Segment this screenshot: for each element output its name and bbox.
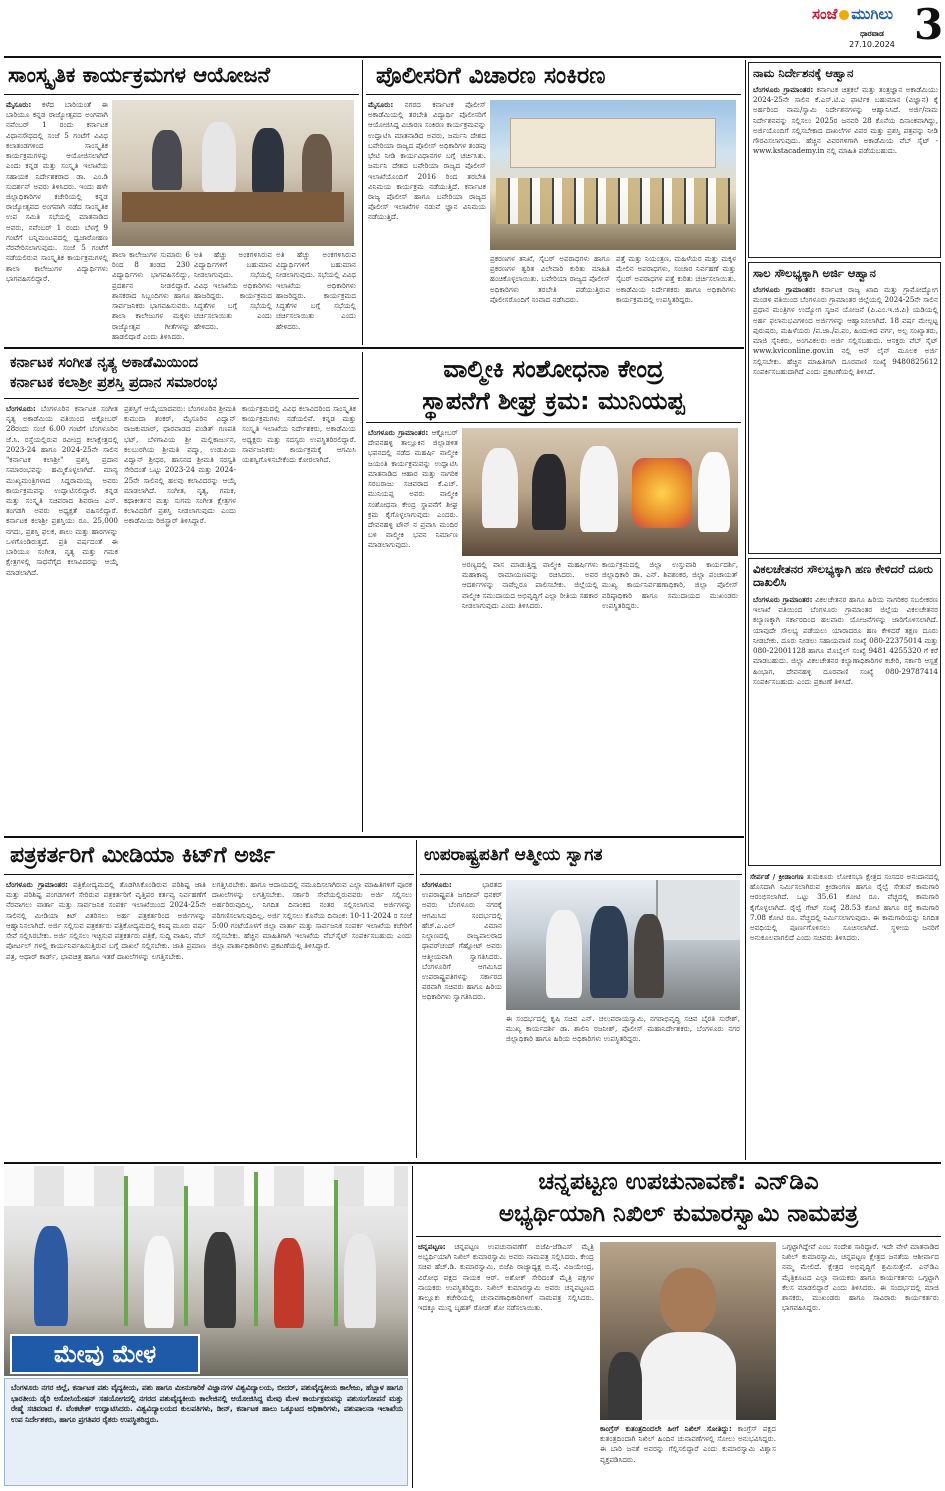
body-col1	[418, 1242, 594, 1484]
dateline: ಮೈಸೂರು:	[6, 100, 32, 109]
article-valmiki	[366, 352, 741, 832]
headline-line1: ವಾಲ್ಮೀಕಿ ಸಂಶೋಧನಾ ಕೇಂದ್ರ	[443, 355, 664, 383]
dateline: ಬೆಂಗಳೂರು:	[6, 404, 36, 413]
headline: ವಿಕಲಚೇತನರ ಸೌಲಭ್ಯಕ್ಕಾಗಿ ಹಣ ಕೇಳಿದರೆ ದೂರು ದಾಖಲಿಸಿ	[753, 562, 933, 589]
body	[753, 85, 938, 253]
feature-mela	[4, 1166, 408, 1488]
body-col2: ಈ ಸಂದರ್ಭದಲ್ಲಿ ಕೃಷಿ ಸಚಿವ ಎನ್. ಚಲುವರಾಯಸ್ವಾಮಿ, ನಗರಾಭಿವೃದ್ಧಿ ಸಚಿವ ಬೈರತಿ ಸುರೇಶ್, ಮುಖ್ಯ ಕಾರ್ಯದರ್ಶಿ ಡಾ. ಶಾಲಿನಿ ರಜನೀಶ್, ಪೊಲೀಸ್ ಮಹಾನಿರ್ದೇಶಕರು, ಬೆಂಗಳೂರು ನಗರ ಜಿಲ್ಲಾಧಿಕಾರಿ ಹಾಗೂ ಹಿರಿಯ ಅಧಿಕಾರಿಗಳು ಉಪಸ್ಥಿತರಿದ್ದರು.	[506, 1014, 740, 1044]
body-col1	[6, 404, 118, 828]
headline: ಸಾಲ ಸೌಲಭ್ಯಕ್ಕಾಗಿ ಅರ್ಜಿ ಆಹ್ವಾನ	[753, 266, 876, 280]
row-divider-3	[4, 1162, 941, 1164]
body-col2: ಶಾಲಾ ಕಾಲೇಜುಗಳ ಸುಮಾರು 6 ರಿಂದ 8 ತಂಡದ 230 ವಿದ್ಯಾರ್ಥಿಗಳು ಭಾಗವಹಿಸಲಿದ್ದು, ಪ್ರದರ್ಶನ ನೀಡಲಿದ್ದಾರೆ. ಶಾಸಕರಾದ ಸಿಬ್ಬಂದಿಗಳು ಹಾಗೂ ಸಾರ್ವಜನಿಕರು ಭಾಗವಹಿಸುವರು. ಶಾಲಾ ಕಾಲೇಜುಗಳ ಮಕ್ಕಳು ರಾಜ್ಯೋತ್ಸವ ಗೀತೆಗಳನ್ನು ಹಾಡಲಿದ್ದಾರೆ ಎಂದು ತಿಳಿಸಿದರು.	[112, 250, 190, 340]
dateline: ಬೆಂಗಳೂರು ಗ್ರಾಮಾಂತರ:	[6, 880, 68, 889]
dateline: ಬೆಂಗಳೂರು:	[422, 880, 452, 889]
body-col1	[368, 428, 458, 828]
photo-police-group	[490, 100, 736, 250]
body-col3: ಕಾರ್ಯಕ್ರಮದಲ್ಲಿ ವಿವಿಧ ಕಲಾವಿದರಿಂದ ಸಾಂಸ್ಕೃತಿಕ ಕಾರ್ಯಕ್ರಮಗಳು ನಡೆಯಲಿವೆ. ಕನ್ನಡ ಮತ್ತು ಸಂಸ್ಕೃತಿ ಇಲಾಖೆಯ ನಿರ್ದೇಶಕರು, ಅಕಾಡೆಮಿಯ ಅಧ್ಯಕ್ಷರು ಮತ್ತು ಸದಸ್ಯರು ಉಪಸ್ಥಿತರಿರಲಿದ್ದಾರೆ. ಸಾರ್ವಜನಿಕರು ಕಾರ್ಯಕ್ರಮಕ್ಕೆ ಆಗಮಿಸಿ ಯಶಸ್ವಿಗೊಳಿಸಬೇಕೆಂದು ಕೋರಲಾಗಿದೆ.	[242, 404, 356, 465]
article-tumkur	[750, 872, 939, 1154]
row-divider-1	[4, 347, 744, 349]
caption-text: ಕಾಂಗ್ರೆಸ್ ಪಕ್ಷದ ಕುತಂತ್ರದಿಂದಾಗಿ ನಿಖಿಲ್ ಹಿಂದಿನ ಚುನಾವಣೆಗಳಲ್ಲಿ ಸೋಲು ಅನುಭವಿಸಿದ್ದರು. ಈ ಬಾರಿ ಜನತೆ ಅವರನ್ನು ಗೆಲ್ಲಿಸಲಿದ್ದಾರೆ ಎಂದು ಕುಮಾರಸ್ವಾಮಿ ವಿಶ್ವಾಸ ವ್ಯಕ್ತಪಡಿಸಿದರು.	[600, 1424, 776, 1464]
photo-cultural-meeting	[112, 100, 354, 246]
headline: ಪೊಲೀಸರಿಗೆ ವಿಚಾರಣ ಸಂಕಿರಣ	[376, 63, 606, 89]
masthead	[812, 0, 944, 54]
photo-valmiki-event	[462, 428, 738, 556]
body	[753, 595, 938, 861]
body-text: ತುಮಕೂರು ಲೋಕಸಭಾ ಕ್ಷೇತ್ರದ ಸಂಸದರ ಅನುದಾನದಲ್ಲಿ ಹೊಸದಾಗಿ ನಿರ್ಮಿಸಲಾಗಿರುವ ಕ್ರೀಡಾಂಗಣ ಹಾಗೂ ರೈಲ್ವೆ ಸೇತುವೆ ಕಾಮಗಾರಿ ಆರಂಭಿಸಲಾಗಿದೆ. ಒಟ್ಟು 35.61 ಕೋಟಿ ರೂ. ವೆಚ್ಚದಲ್ಲಿ ಕಾಮಗಾರಿ ಕೈಗೊಳ್ಳಲಾಗಿದೆ. ರೈಲ್ವೆ ಗೇಟ್ ಸಂಖ್ಯೆ 28.53 ಕೋಟಿ ಹಾಗೂ ರಸ್ತೆ ಕಾಮಗಾರಿ 7.08 ಕೋಟಿ ರೂ. ವೆಚ್ಚದಲ್ಲಿ ನಿರ್ಮಿಸಲಾಗುವುದು. ಈ ಕಾಮಗಾರಿಯನ್ನು ನಿಗದಿತ ಅವಧಿಯಲ್ಲಿ ಪೂರ್ಣಗೊಳಿಸಲು ಸೂಚಿಸಲಾಗಿದೆ. ಸ್ಥಳೀಯ ಜನರಿಗೆ ಅನುಕೂಲವಾಗಲಿದೆ ಎಂದು ಸಚಿವರು ತಿಳಿಸಿದರು.	[750, 872, 939, 943]
notice-disability	[748, 558, 941, 866]
body-col3: ಪತ್ತೆ ಮತ್ತು ನಿಯಂತ್ರಣ, ಮಹಿಳೆಯರ ಮತ್ತು ಮಕ್ಕಳ ಮೇಲಿನ ಅಪರಾಧಗಳು, ಸಂಚಾರ ನಿರ್ವಹಣೆ ಮತ್ತು ಸೈಬರ್ ಅಪರಾಧಗಳ ಪತ್ತೆ ಕುರಿತು ಚರ್ಚಿಸಲಾಯಿತು. ಅಕಾಡೆಮಿಯ ನಿರ್ದೇಶಕರು ಹಾಗೂ ಅಧಿಕಾರಿಗಳು ಕಾರ್ಯಕ್ರಮದಲ್ಲಿ ಉಪಸ್ಥಿತರಿದ್ದರು.	[616, 254, 736, 304]
divider	[366, 94, 741, 95]
body-text: ವಿಕಲಚೇತನರ ಹಾಗೂ ಹಿರಿಯ ನಾಗರಿಕರ ಸಬಲೀಕರಣ ಇಲಾಖೆ ವತಿಯಿಂದ ಬೆಂಗಳೂರು ಗ್ರಾಮಾಂತರ ಜಿಲ್ಲೆಯ ವಿಕಲಚೇತನರ ಕಲ್ಯಾಣಕ್ಕಾಗಿ ಸರ್ಕಾರದಿಂದ ಹಲವಾರು ಯೋಜನೆಗಳನ್ನು ಜಾರಿಗೊಳಿಸಲಾಗಿದೆ. ಯಾವುದೇ ಸೌಲಭ್ಯ ಪಡೆಯಲು ಯಾರಾದರೂ ಹಣ ಕೇಳಿದರೆ ತಕ್ಷಣ ದೂರು ನೀಡಬೇಕು. ದೂರು ನೀಡಲು ಸಹಾಯವಾಣಿ ಸಂಖ್ಯೆ 080-22375014 ಮತ್ತು 080-22001128 ಹಾಗೂ ಮೊಬೈಲ್ ಸಂಖ್ಯೆ 9481 4255320 ಗೆ ಕರೆ ಮಾಡಬಹುದು. ಜಿಲ್ಲಾ ವಿಕಲಚೇತನರ ಕಲ್ಯಾಣಾಧಿಕಾರಿಗಳ ಕಚೇರಿ, ಸರ್ಕಾರಿ ಆಸ್ಪತ್ರೆ ಹಿಂಭಾಗ, ದೇವನಹಳ್ಳಿ ದೂರವಾಣಿ ಸಂಖ್ಯೆ 080-29787414 ಸಂಪರ್ಕಿಸಬಹುದು ಎಂದು ಪ್ರಕಟಣೆ ತಿಳಿಸಿದೆ.	[753, 595, 938, 686]
sidebar	[748, 60, 941, 1160]
headline-line2: ಅಭ್ಯರ್ಥಿಯಾಗಿ ನಿಖಿಲ್ ಕುಮಾರಸ್ವಾಮಿ ನಾಮಪತ್ರ	[498, 1201, 859, 1227]
headline: ಉಪರಾಷ್ಟ್ರಪತಿಗೆ ಆತ್ಮೀಯ ಸ್ವಾಗತ	[424, 845, 603, 865]
col-divider-4	[412, 1166, 413, 1488]
notice-nomination	[748, 62, 941, 258]
divider	[4, 398, 359, 399]
caption-body: ಬೆಂಗಳೂರು ನಗರ ಜಿಲ್ಲೆ, ಕರ್ನಾಟಕ ಪಶು ವೈದ್ಯಕೀಯ, ಪಶು ಹಾಗೂ ಮೀನುಗಾರಿಕೆ ವಿಜ್ಞಾನಗಳ ವಿಶ್ವವಿದ್ಯಾಲಯ, ಬೀದರ್, ಪಶುವೈದ್ಯಕೀಯ ಕಾಲೇಜು, ಹೆಬ್ಬಾಳ ಹಾಗೂ ಭಾರತೀಯ ಡೈರಿ ಅಸೋಸಿಯೇಷನ್ ಸಹಯೋಗದಲ್ಲಿ ನಗರದ ಪಶುವೈದ್ಯಕೀಯ ಕಾಲೇಜಿನಲ್ಲಿ ಆಯೋಜಿಸಿದ್ದ ಮೇವು ಮೇಳ ಕಾರ್ಯಕ್ರಮವನ್ನು ಪಶುಸಂಗೋಪನೆ ಮತ್ತು ರೇಷ್ಮೆ ಸಚಿವರಾದ ಕೆ. ವೆಂಕಟೇಶ್ ಉದ್ಘಾಟಿಸಿದರು. ವಿಶ್ವವಿದ್ಯಾಲಯದ ಕುಲಪತಿಗಳು, ಡೀನ್, ಕರ್ನಾಟಕ ಹಾಲು ಒಕ್ಕೂಟದ ಅಧಿಕಾರಿಗಳು, ಪಶುಪಾಲನಾ ಇಲಾಖೆಯ ಉಪ ನಿರ್ದೇಶಕರು, ಹಾಗೂ ಪ್ರಗತಿಪರ ರೈತರು ಉಪಸ್ಥಿತರಿದ್ದರು.	[11, 1383, 403, 1424]
sidebar-divider	[745, 60, 746, 1160]
body-col2: ಅರಣ್ಯದಲ್ಲಿ ವಾಸ ಮಾಡುತ್ತಿದ್ದ ವಾಲ್ಮೀಕಿ ಮಹರ್ಷಿಗಳು ಮಹಾಕಾವ್ಯ ರಾಮಾಯಣವನ್ನು ರಚಿಸಿದರು. ಅವರ ಆದರ್ಶಗಳನ್ನು ನಾವೆಲ್ಲರೂ ಪಾಲಿಸಬೇಕು. ಜಿಲ್ಲೆಯಲ್ಲಿ ವಾಲ್ಮೀಕಿ ಸಮುದಾಯದ ಅಭಿವೃದ್ಧಿಗೆ ಎಲ್ಲಾ ರೀತಿಯ ಸಹಕಾರ ನೀಡಲಾಗುವುದು ಎಂದು ತಿಳಿಸಿದರು.	[462, 560, 598, 610]
masthead-name-part2: ಮುಗಿಲು	[851, 5, 894, 23]
col-divider-2	[362, 352, 363, 832]
page-number: 3	[914, 0, 944, 49]
headline-line2: ಕರ್ನಾಟಕ ಕಲಾಶ್ರೀ ಪ್ರಶಸ್ತಿ ಪ್ರದಾನ ಸಮಾರಂಭ	[10, 375, 218, 391]
dateline: ಸೇರ್ಪಡೆ / ಕ್ರೀಡಾಂಗಣ	[750, 872, 804, 881]
mela-caption-box	[4, 1378, 408, 1486]
dateline: ಮೈಸೂರು:	[368, 100, 394, 109]
body-text: ಕರ್ನಾಟಕ ರಾಜ್ಯ ಖಾದಿ ಮತ್ತು ಗ್ರಾಮೋದ್ಯೋಗ ಮಂಡಳಿ ವತಿಯಿಂದ ಬೆಂಗಳೂರು ಗ್ರಾಮಾಂತರ ಜಿಲ್ಲೆಯಲ್ಲಿ 2024-25ನೇ ಸಾಲಿನ ಪ್ರಧಾನ ಮಂತ್ರಿಗಳ ಉದ್ಯೋಗ ಸೃಜನ ಯೋಜನೆ (ಪಿ.ಎಂ.ಇ.ಜಿ.ಪಿ) ಯಡಿಯಲ್ಲಿ ಅರ್ಹ ಫಲಾನುಭವಿಗಳಿಂದ ಅರ್ಜಿಗಳನ್ನು ಆಹ್ವಾನಿಸಲಾಗಿದೆ. 18 ವರ್ಷ ಮೇಲ್ಪಟ್ಟ ಪುರುಷರು, ಮಹಿಳೆಯರು /ಪ.ಜಾ./ಪ.ಪಂ, ಹಿಂದುಳಿದ ವರ್ಗ, ಅಲ್ಪ ಸಂಖ್ಯಾತರು, ಮಾಜಿ ಸೈನಿಕರು, ಅಂಗವಿಕಲರು ಅರ್ಜಿ ಸಲ್ಲಿಸಬಹುದು. ಆಸಕ್ತರು ವೆಬ್ ಸೈಟ್ www.kviconline.gov.in ನಲ್ಲಿ ಆನ್ ಲೈನ್ ಮೂಲಕ ಅರ್ಜಿ ಸಲ್ಲಿಸಬೇಕು. ಹೆಚ್ಚಿನ ಮಾಹಿತಿಗಾಗಿ ದೂರವಾಣಿ ಸಂಖ್ಯೆ 9480825612 ಸಂಪರ್ಕಿಸಬಹುದಾಗಿದೆ ಎಂದು ಪ್ರಕಟಣೆಯಲ್ಲಿ ತಿಳಿಸಿದೆ.	[753, 285, 938, 376]
body-text: ಬೆಂಗಳೂರಿನ ಕರ್ನಾಟಕ ಸಂಗೀತ ನೃತ್ಯ ಅಕಾಡೆಮಿಯ ವತಿಯಿಂದ ಅಕ್ಟೋಬರ್ 28ರಂದು ಸಂಜೆ 6.00 ಗಂಟೆಗೆ ಬೆಂಗಳೂರಿನ ಜೆ.ಸಿ. ರಸ್ತೆಯಲ್ಲಿರುವ ರವೀಂದ್ರ ಕಲಾಕ್ಷೇತ್ರದಲ್ಲಿ 2023-24 ಹಾಗೂ 2024-25ನೇ ಸಾಲಿನ "ಕರ್ನಾಟಕ ಕಲಾಶ್ರೀ" ಪ್ರಶಸ್ತಿ ಪ್ರದಾನ ಸಮಾರಂಭವನ್ನು ಹಮ್ಮಿಕೊಳ್ಳಲಾಗಿದೆ. ಮಾನ್ಯ ಮುಖ್ಯಮಂತ್ರಿಗಳಾದ ಸಿದ್ದರಾಮಯ್ಯ ಅವರು ಕಾರ್ಯಕ್ರಮವನ್ನು ಉದ್ಘಾಟಿಸಲಿದ್ದಾರೆ. ಕನ್ನಡ ಮತ್ತು ಸಂಸ್ಕೃತಿ ಸಚಿವರಾದ ಶಿವರಾಜ ಎಸ್. ತಂಗಡಗಿ ಅವರು ಅಧ್ಯಕ್ಷತೆ ವಹಿಸಲಿದ್ದಾರೆ. ಕರ್ನಾಟಕ ಕಲಾಶ್ರೀ ಪ್ರಶಸ್ತಿಯು ರೂ. 25,000 ನಗದು, ಪ್ರಶಸ್ತಿ ಫಲಕ, ಶಾಲು ಮತ್ತು ಹಾರಗಳನ್ನು ಒಳಗೊಂಡಿರುತ್ತದೆ. ಪ್ರತಿ ವರ್ಷದಂತೆ ಈ ಬಾರಿಯೂ ಸಂಗೀತ, ನೃತ್ಯ ಮತ್ತು ಗಮಕ ಕ್ಷೇತ್ರಗಳಲ್ಲಿ ಸಾಧನೆಗೈದ ಕಲಾವಿದರನ್ನು ಆಯ್ಕೆ ಮಾಡಲಾಗಿದೆ.	[6, 404, 118, 577]
divider	[420, 874, 742, 875]
dateline: ಬೆಂಗಳೂರು ಗ್ರಾಮಾಂತರ:	[368, 428, 429, 437]
row-divider-2	[4, 836, 744, 838]
divider	[4, 874, 414, 875]
divider	[366, 422, 741, 423]
article-vp-welcome	[420, 840, 742, 1158]
body-text: ನಗರದ ಕರ್ನಾಟಕ ಪೊಲೀಸ್ ಅಕಾಡೆಮಿಯಲ್ಲಿ ತರಬೇತಿ ವಿದ್ಯಾರ್ಥಿ ಪೊಲೀಸರಿಗೆ ಆಯೋಜಿಸಿದ್ದ ವಿಚಾರಣ ಸಂಕಿರಣ ಕಾರ್ಯಕ್ರಮವನ್ನು ಉದ್ಘಾಟಿಸಿ ಮಾತನಾಡಿದ ಅವರು, ಜರ್ಮನಿ ದೇಶದ ಬವೇರಿಯಾ ರಾಜ್ಯದ ಪೊಲೀಸ್ ಅಧಿಕಾರಿಗಳ ತಂಡವು ಭೇಟಿ ನೀಡಿ ಕಾರ್ಯವಿಧಾನಗಳ ಬಗ್ಗೆ ಚರ್ಚಿಸಿತು. ಜರ್ಮನಿ ದೇಶದ ಬವೇರಿಯಾ ರಾಜ್ಯದ ಪೊಲೀಸ್ ಇಲಾಖೆಯೊಂದಿಗೆ 2016 ರಿಂದ ತರಬೇತಿ ವಿನಿಮಯ ಕಾರ್ಯಕ್ರಮ ನಡೆಯುತ್ತಿದೆ. ಕರ್ನಾಟಕ ರಾಜ್ಯ ಪೊಲೀಸ್ ಹಾಗೂ ಬವೇರಿಯಾ ರಾಜ್ಯದ ಪೊಲೀಸ್ ಇಲಾಖೆಗಳ ನಡುವೆ ಜ್ಞಾನ ವಿನಿಮಯ ನಡೆಯುತ್ತಿದೆ.	[368, 100, 486, 222]
article-channapatna	[416, 1166, 941, 1488]
masthead-logo	[812, 4, 912, 28]
body-col2: ಲಗತ್ತಿಸಿರಬೇಕು. ಹಾಗೂ ಆದಾಯದಲ್ಲಿ ನಮೂದಿಸಲಾಗಿರುವ ಎಲ್ಲಾ ಮಾಹಿತಿಗಳಿಗೆ ಪೂರಕ ದಾಖಲೆಗಳನ್ನು ಲಗತ್ತಿಸಬೇಕು. ಸರ್ಕಾರಿ ಸೇವೆಯಲ್ಲಿರುವವರು ಅರ್ಜಿ ಸಲ್ಲಿಸಲು ಅರ್ಹರಿರುವುದಿಲ್ಲ. ನಿಗದಿತ ದಿನಾಂಕದ ನಂತರ ಸಲ್ಲಿಸಲಾಗುವ ಅರ್ಜಿಗಳನ್ನು ಪರಿಗಣಿಸಲಾಗುವುದಿಲ್ಲ. ಅರ್ಜಿ ಸಲ್ಲಿಸಲು ಕೊನೆಯ ದಿನಾಂಕ: 10-11-2024 ರ ಸಂಜೆ 5:00 ಗಂಟೆಯೊಳಗೆ ಜಿಲ್ಲಾ ವಾರ್ತಾ ಮತ್ತು ಸಾರ್ವಜನಿಕ ಸಂಪರ್ಕ ಇಲಾಖೆಯ ಕಚೇರಿಗೆ ಸಲ್ಲಿಸಬೇಕು. ಹೆಚ್ಚಿನ ಮಾಹಿತಿಗಾಗಿ ಇಲಾಖೆಯ ವೆಬ್‌ಸೈಟ್ ಸಂಪರ್ಕಿಸಬಹುದು ಎಂದು ಜಿಲ್ಲಾ ವಾರ್ತಾಧಿಕಾರಿಗಳು ಪ್ರಕಟಣೆಯಲ್ಲಿ ತಿಳಿಸಿದ್ದಾರೆ.	[212, 880, 412, 951]
dateline: ಬೆಂಗಳೂರು ಗ್ರಾಮಾಂತರ:	[753, 285, 816, 294]
headline-line1: ಕರ್ನಾಟಕ ಸಂಗೀತ ನೃತ್ಯ ಅಕಾಡೆಮಿಯಿಂದ	[10, 355, 198, 371]
headline: ನಾಮ ನಿರ್ದೇಶನಕ್ಕೆ ಆಹ್ವಾನ	[753, 66, 854, 80]
masthead-date: 27.10.2024	[849, 40, 895, 49]
body-col3: ಕಾರ್ಯಕ್ರಮದಲ್ಲಿ ಜಿಲ್ಲಾ ಉಸ್ತುವಾರಿ ಕಾರ್ಯದರ್ಶಿ, ಜಿಲ್ಲಾಧಿಕಾರಿ ಡಾ. ಎನ್. ಶಿವಶಂಕರ, ಜಿಲ್ಲಾ ಪಂಚಾಯತ್ ಮುಖ್ಯ ಕಾರ್ಯನಿರ್ವಹಣಾಧಿಕಾರಿ, ಜಿಲ್ಲಾ ಪೊಲೀಸ್ ವರಿಷ್ಠಾಧಿಕಾರಿ ಹಾಗೂ ಸಮುದಾಯದ ಮುಖಂಡರು ಉಪಸ್ಥಿತರಿದ್ದರು.	[602, 560, 738, 610]
body-col1	[6, 100, 108, 338]
mela-banner	[10, 1334, 200, 1374]
body	[753, 285, 938, 549]
body-text: ಕಳೆದ ಬಾರಿಯಂತೆ ಈ ಬಾರಿಯೂ ಕನ್ನಡ ರಾಜ್ಯೋತ್ಸವದ ಅಂಗವಾಗಿ ನವೆಂಬರ್ 1 ರಂದು ಕರ್ನಾಟಕ ವಿಧಾನಸೌಧದಲ್ಲಿ ಸಂಜೆ 5 ಗಂಟೆಗೆ ವಿವಿಧ ಕಲಾತಂಡಗಳಿಂದ ಸಾಂಸ್ಕೃತಿಕ ಕಾರ್ಯಕ್ರಮಗಳನ್ನು ಆಯೋಜಿಸಲಾಗಿದೆ ಎಂದು ಕನ್ನಡ ಮತ್ತು ಸಂಸ್ಕೃತಿ ಇಲಾಖೆಯ ಸಹಾಯಕ ನಿರ್ದೇಶಕರಾದ ಡಾ. ಎಂ.ಡಿ ಸುದರ್ಶನ್ ಅವರು ತಿಳಿಸಿದರು. ಇಂದು ಹಳೇ ಜಿಲ್ಲಾಧಿಕಾರಿಗಳ ಕಚೇರಿಯಲ್ಲಿ ಕನ್ನಡ ರಾಜ್ಯೋತ್ಸವದ ಅಂಗವಾಗಿ ನಡೆದ ಸಾಂಸ್ಕೃತಿಕ ಉಪ ಸಮಿತಿ ಸಭೆಯಲ್ಲಿ ಮಾತನಾಡಿದ ಅವರು, ನವೆಂಬರ್ 1 ರಂದು ಬೆಳಗ್ಗೆ 9 ಗಂಟೆಗೆ ಬನ್ನಿಮಂಟಪದಲ್ಲಿ ಧ್ವಜಾರೋಹಣ ನೆರವೇರಿಸಲಾಗುವುದು. ಸಂಜೆ 5 ಗಂಟೆಗೆ ನಡೆಯಲಿರುವ ಸಾಂಸ್ಕೃತಿಕ ಕಾರ್ಯಕ್ರಮಗಳಲ್ಲಿ ಶಾಲಾ ಕಾಲೇಜುಗಳ ವಿದ್ಯಾರ್ಥಿಗಳು ಭಾಗವಹಿಸಲಿದ್ದಾರೆ.	[6, 100, 108, 283]
dateline: ಬೆಂಗಳೂರು ಗ್ರಾಮಾಂತರ:	[753, 85, 814, 94]
divider	[4, 94, 359, 95]
body-text: ಕರ್ನಾಟಕ ಚಿತ್ರಕಲೆ ಮತ್ತು ತಂತ್ರಜ್ಞಾನ ಅಕಾಡೆಮಿಯು 2024-25ನೇ ಸಾಲಿನ ಕೆ.ಎಸ್.ಟಿ.ಎ ಫಾರ್ಟಿಕ ಬಹುಮಾನ (ವಿಜ್ಞಾನ) ಕ್ಕೆ ಅರ್ಹರಿಂದ ನಾಮ/ಸ್ವಾಮಿ ನಿರ್ದೇಶನಗಳನ್ನು ಆಹ್ವಾನಿಸಿದೆ. ಅರ್ಜಿ/ನಾಮ ನಿರ್ದೇಶನವನ್ನು ಸಲ್ಲಿಸಲು 2025ರ ಜನವರಿ 28 ಕೊನೆಯ ದಿನಾಂಕವಾಗಿದ್ದು, ಅರ್ಜಿಯೊಂದಿಗೆ ಸಲ್ಲಿಸಬೇಕಾದ ದಾಖಲೆಗಳ ವಿವರ ಮತ್ತು ಪ್ರಶಸ್ತಿ ಪತ್ರವನ್ನು ನೀಡಿ ಗೌರವಿಸಲಾಗುವುದು. ಹೆಚ್ಚಿನ ವಿವರಗಳಿಗಾಗಿ ಅಕಾಡೆಮಿಯ ವೆಬ್ ಸೈಟ್ - www.kstacademy.in ನಲ್ಲಿ ಮಾಹಿತಿ ಪಡೆಯಬಹುದು.	[753, 85, 938, 156]
photo-vp-airport	[506, 880, 740, 1010]
body-col2: ಒಗ್ಗಟ್ಟಾಗಿದ್ದೇವೆ ಎಂಬ ಸಂದೇಶ ಸಾರಿದ್ದಾರೆ. ಇದೇ ವೇಳೆ ಮಾತನಾಡಿದ ನಿಖಿಲ್ ಕುಮಾರಸ್ವಾಮಿ, ಚನ್ನಪಟ್ಟಣ ಕ್ಷೇತ್ರದ ಜನತೆಯ ಆಶೀರ್ವಾದ ನಮ್ಮ ಮೇಲಿದೆ. ಕ್ಷೇತ್ರದ ಅಭಿವೃದ್ಧಿಗೆ ಶ್ರಮಿಸುತ್ತೇನೆ. ಎನ್‌ಡಿಎ ಮೈತ್ರಿಕೂಟದ ಎಲ್ಲಾ ನಾಯಕರು ಹಾಗೂ ಕಾರ್ಯಕರ್ತರು ಒಗ್ಗಟ್ಟಾಗಿ ಕೆಲಸ ಮಾಡಲಿದ್ದಾರೆ ಎಂದು ತಿಳಿಸಿದರು. ಈ ಸಂದರ್ಭದಲ್ಲಿ ಮಾಜಿ ಶಾಸಕರು, ಮುಖಂಡರು ಹಾಗೂ ಸಾವಿರಾರು ಕಾರ್ಯಕರ್ತರು ಭಾಗವಹಿಸಿದ್ದರು.	[782, 1242, 939, 1313]
body-text: ಆಕ್ಟೋಬರ್ ದೇವನಹಳ್ಳಿ ತಾಲ್ಲೂಕಿನ ಜಿಲ್ಲಾಡಳಿತ ಭವನದಲ್ಲಿ ನಡೆದ ಮಹರ್ಷಿ ವಾಲ್ಮೀಕಿ ಜಯಂತಿ ಕಾರ್ಯಕ್ರಮವನ್ನು ಉದ್ಘಾಟಿಸಿ ಮಾತನಾಡಿದ ಆಹಾರ ಮತ್ತು ನಾಗರಿಕ ಸರಬರಾಜು ಸಚಿವರಾದ ಕೆ.ಎಚ್. ಮುನಿಯಪ್ಪ ಅವರು ವಾಲ್ಮೀಕಿ ಸಂಶೋಧನಾ ಕೇಂದ್ರ ಸ್ಥಾಪನೆಗೆ ಶೀಘ್ರ ಕ್ರಮ ಕೈಗೊಳ್ಳಲಾಗುವುದು ಎಂದರು. ದೇವನಹಳ್ಳಿ ಟೌನ್ ನ ಪ್ರವಾಸಿ ಮಂದಿರ ಬಳಿ ವಾಲ್ಮೀಕಿ ಭವನ ನಿರ್ಮಾಣ ಮಾಡಲಾಗುವುದು.	[368, 428, 458, 550]
photo-caption	[600, 1424, 776, 1484]
headline-line2: ಸ್ಥಾಪನೆಗೆ ಶೀಘ್ರ ಕ್ರಮ: ಮುನಿಯಪ್ಪ	[422, 387, 685, 415]
body-col1	[422, 880, 502, 1154]
headline: ಸಾಂಸ್ಕೃತಿಕ ಕಾರ್ಯಕ್ರಮಗಳ ಆಯೋಜನೆ	[8, 63, 271, 87]
body-col4: ಅತಿ ಹೆಚ್ಚು ಅಂಕಗಳಿಸಿರುವ ವಿದ್ಯಾರ್ಥಿಗಳಿಗೆ ಬಹುಮಾನ ನೀಡಲಾಗುವುದು. ಸಭೆಯಲ್ಲಿ ವಿವಿಧ ಇಲಾಖೆಯ ಅಧಿಕಾರಿಗಳು ಹಾಜರಿದ್ದರು. ಕಾರ್ಯಕ್ರಮದ ಸಿದ್ಧತೆಗಳ ಬಗ್ಗೆ ಸಭೆಯಲ್ಲಿ ಚರ್ಚಿಸಲಾಯಿತು ಎಂದು ಹೇಳಿದರು.	[276, 250, 356, 331]
article-media-kit	[4, 840, 414, 1158]
body-col1	[368, 100, 486, 340]
divider	[416, 1236, 941, 1237]
article-cultural	[4, 60, 359, 345]
mela-banner-text: ಮೇವು ಮೇಳ	[53, 1340, 157, 1368]
sun-icon	[839, 10, 849, 20]
col-divider-3	[416, 840, 417, 1158]
body-col2: ಪ್ರಶಸ್ತಿಗೆ ಆಯ್ಕೆಯಾದವರು: ಬೆಂಗಳೂರಿನ ಶ್ರೀಮತಿ ಕುಮುದಾ ಶಂಕರ್, ಮೈಸೂರಿನ ವಿದ್ವಾನ್ ರಾಜಕುಮಾರ್, ಧಾರವಾಡದ ಪಂಡಿತ್ ಗಣಪತಿ ಭಟ್, ಬೆಳಗಾವಿಯ ಶ್ರೀ ಮಲ್ಲಿಕಾರ್ಜುನ, ಕಲಬುರಗಿಯ ಶ್ರೀಮತಿ ಪದ್ಮಾ, ಉಡುಪಿಯ ವಿದ್ವಾನ್ ಶ್ರೀಧರ, ಹಾಸನದ ಶ್ರೀಮತಿ ಸರಸ್ವತಿ ಸೇರಿದಂತೆ ಒಟ್ಟು 2023-24 ಮತ್ತು 2024-25ನೇ ಸಾಲಿನಲ್ಲಿ ಹಲವು ಕಲಾವಿದರನ್ನು ಆಯ್ಕೆ ಮಾಡಲಾಗಿದೆ. ಸಂಗೀತ, ನೃತ್ಯ, ಗಮಕ, ಕಥಾಕೀರ್ತನ ಮತ್ತು ಸುಗಮ ಸಂಗೀತ ಕ್ಷೇತ್ರಗಳ ಕಲಾವಿದರಿಗೆ ಪ್ರಶಸ್ತಿ ನೀಡಲಾಗುವುದು ಎಂದು ಅಕಾಡೆಮಿಯ ರಿಜಿಸ್ಟ್ರಾರ್ ತಿಳಿಸಿದ್ದಾರೆ.	[124, 404, 236, 526]
headline: ಪತ್ರಕರ್ತರಿಗೆ ಮೀಡಿಯಾ ಕಿಟ್‌ಗೆ ಅರ್ಜಿ	[10, 843, 275, 868]
body-text: ಪತ್ರಿಕೋದ್ಯಮದಲ್ಲಿ ತೊಡಗಿಸಿಕೊಂಡಿರುವ ಪರಿಶಿಷ್ಟ ಜಾತಿ ಮತ್ತು ಪರಿಶಿಷ್ಟ ಪಂಗಡಗಳಿಗೆ ಸೇರಿರುವ ಪತ್ರಕರ್ತರಿಗೆ ವೃತ್ತಿಪರ ಕರ್ತವ್ಯ ನಿರ್ವಹಣೆಗೆ ನೆರವಾಗಲು ವಾರ್ತಾ ಮತ್ತು ಸಾರ್ವಜನಿಕ ಸಂಪರ್ಕ ಇಲಾಖೆಯಿಂದ 2024-25ನೇ ಸಾಲಿನಲ್ಲಿ ಮೀಡಿಯಾ ಕಿಟ್ ವಿತರಿಸಲು ಅರ್ಹ ಪತ್ರಕರ್ತರಿಂದ ಅರ್ಜಿಗಳನ್ನು ಆಹ್ವಾನಿಸಲಾಗಿದೆ. ಅರ್ಜಿ ಸಲ್ಲಿಸುವ ಪತ್ರಕರ್ತರು ಪತ್ರಿಕೋದ್ಯಮದಲ್ಲಿ ಕನಿಷ್ಠ ಮೂರು ವರ್ಷ ಸೇವೆ ಸಲ್ಲಿಸಿರಬೇಕು. ಅರ್ಜಿ ಸಲ್ಲಿಸಲು ಇಚ್ಛಿಸುವ ಪತ್ರಕರ್ತರು ಪತ್ರಿಕೆ, ಸುದ್ದಿ ವಾಹಿನಿ, ವೆಬ್ ಪೋರ್ಟಲ್ ಗಳಲ್ಲಿ ಕಾರ್ಯನಿರ್ವಹಿಸುತ್ತಿರುವ ಬಗ್ಗೆ ದಾಖಲೆ ಸಲ್ಲಿಸಬೇಕು. ಜಾತಿ ಪ್ರಮಾಣ ಪತ್ರ, ಆಧಾರ್ ಕಾರ್ಡ್, ಭಾವಚಿತ್ರ ಹಾಗೂ ಇತರೆ ದಾಖಲೆಗಳನ್ನು ಲಗತ್ತಿಸಬೇಕು.	[6, 880, 206, 961]
dateline: ಚನ್ನಪಟ್ಟಣ:	[418, 1242, 446, 1251]
masthead-rule	[4, 56, 941, 58]
body-text: ಚನ್ನಪಟ್ಟಣ ಉಪಚುನಾವಣೆಗೆ ಬಿಜೆಪಿ-ಜೆಡಿಎಸ್ ಮೈತ್ರಿ ಅಭ್ಯರ್ಥಿಯಾಗಿ ನಿಖಿಲ್ ಕುಮಾರಸ್ವಾಮಿ ಅವರು ನಾಮಪತ್ರ ಸಲ್ಲಿಸಿದರು. ಕೇಂದ್ರ ಸಚಿವ ಹೆಚ್.ಡಿ. ಕುಮಾರಸ್ವಾಮಿ, ಬಿಜೆಪಿ ರಾಜ್ಯಾಧ್ಯಕ್ಷ ಬಿ.ವೈ. ವಿಜಯೇಂದ್ರ, ವಿರೋಧ ಪಕ್ಷದ ನಾಯಕ ಆರ್. ಅಶೋಕ್ ಸೇರಿದಂತೆ ಮೈತ್ರಿ ಪಕ್ಷಗಳ ನಾಯಕರು ಉಪಸ್ಥಿತರಿದ್ದರು. ನಿಖಿಲ್ ಕುಮಾರಸ್ವಾಮಿ ಅವರು ಚನ್ನಪಟ್ಟಣದ ತಾಲ್ಲೂಕು ಕಚೇರಿಯಲ್ಲಿ ಚುನಾವಣಾಧಿಕಾರಿಗಳಿಗೆ ನಾಮಪತ್ರ ಸಲ್ಲಿಸಿದರು. ಇದಕ್ಕೂ ಮುನ್ನ ಬೃಹತ್ ರೋಡ್ ಶೋ ನಡೆಸಲಾಯಿತು.	[418, 1242, 594, 1313]
article-police	[366, 60, 741, 345]
headline-line1: ಚನ್ನಪಟ್ಟಣ ಉಪಚುನಾವಣೆ: ಎನ್‌ಡಿಎ	[538, 1169, 819, 1195]
body-col3: ಅತಿ ಹೆಚ್ಚು ಅಂಕಗಳಿಸಿರುವ ವಿದ್ಯಾರ್ಥಿಗಳಿಗೆ ಬಹುಮಾನ ನೀಡಲಾಗುವುದು. ಸಭೆಯಲ್ಲಿ ವಿವಿಧ ಇಲಾಖೆಯ ಅಧಿಕಾರಿಗಳು ಹಾಜರಿದ್ದರು. ಕಾರ್ಯಕ್ರಮದ ಸಿದ್ಧತೆಗಳ ಬಗ್ಗೆ ಸಭೆಯಲ್ಲಿ ಚರ್ಚಿಸಲಾಯಿತು ಎಂದು ಹೇಳಿದರು.	[194, 250, 272, 331]
body-text: ಭಾರತದ ಉಪರಾಷ್ಟ್ರಪತಿ ಜಗದೀಪ್ ಧನಕರ್ ಅವರು ಬೆಂಗಳೂರು ನಗರಕ್ಕೆ ಆಗಮಿಸಿದ ಸಂದರ್ಭದಲ್ಲಿ ಹೆಚ್.ಎ.ಎಲ್ ವಿಮಾನ ನಿಲ್ದಾಣದಲ್ಲಿ ರಾಜ್ಯಪಾಲರಾದ ಥಾವರ್‌ಚಂದ್ ಗೆಹ್ಲೋಟ್ ಅವರು ಆತ್ಮೀಯವಾಗಿ ಸ್ವಾಗತಿಸಿದರು. ಬೆಂಗಳೂರಿಗೆ ಆಗಮಿಸಿದ ಉಪರಾಷ್ಟ್ರಪತಿಗಳನ್ನು ಸರ್ಕಾರದ ಪರವಾಗಿ ಸಚಿವರು ಹಾಗೂ ಹಿರಿಯ ಅಧಿಕಾರಿಗಳು ಸ್ವಾಗತಿಸಿದರು.	[422, 880, 502, 1002]
body-col2: ಪ್ರಕರಣಗಳ ತನಿಖೆ, ಸೈಬರ್ ಅಪರಾಧಗಳು ಹಾಗೂ ಪ್ರಕರಣಗಳ ತ್ವರಿತ ವಿಲೇವಾರಿ ಕುರಿತು ಮಾಹಿತಿ ಹಂಚಿಕೊಳ್ಳಲಾಯಿತು. ಬವೇರಿಯಾ ರಾಜ್ಯದ ಪೊಲೀಸ್ ಅಧಿಕಾರಿಗಳು ತರಬೇತಿ ಪಡೆಯುತ್ತಿರುವ ಪೊಲೀಸರೊಂದಿಗೆ ಸಂವಾದ ನಡೆಸಿದರು.	[490, 254, 610, 304]
dateline: ಬೆಂಗಳೂರು ಗ್ರಾಮಾಂತರ:	[753, 595, 813, 604]
col-divider-1	[362, 60, 363, 345]
article-sangeeta	[4, 352, 359, 832]
masthead-name-part1: ಸಂಜೆ	[812, 5, 838, 23]
body-col1	[6, 880, 206, 1154]
caption-title: ಕಾಂಗ್ರೆಸ್ ಕುತಂತ್ರದಿಂದಲೇ ಹೀಗೆ ನಿಖಿಲ್ ಸೋತಿದ್ದು:	[600, 1424, 732, 1433]
masthead-edition: ಧಾರವಾಡ	[860, 29, 884, 38]
photo-nikhil	[600, 1242, 776, 1420]
notice-loan	[748, 262, 941, 554]
